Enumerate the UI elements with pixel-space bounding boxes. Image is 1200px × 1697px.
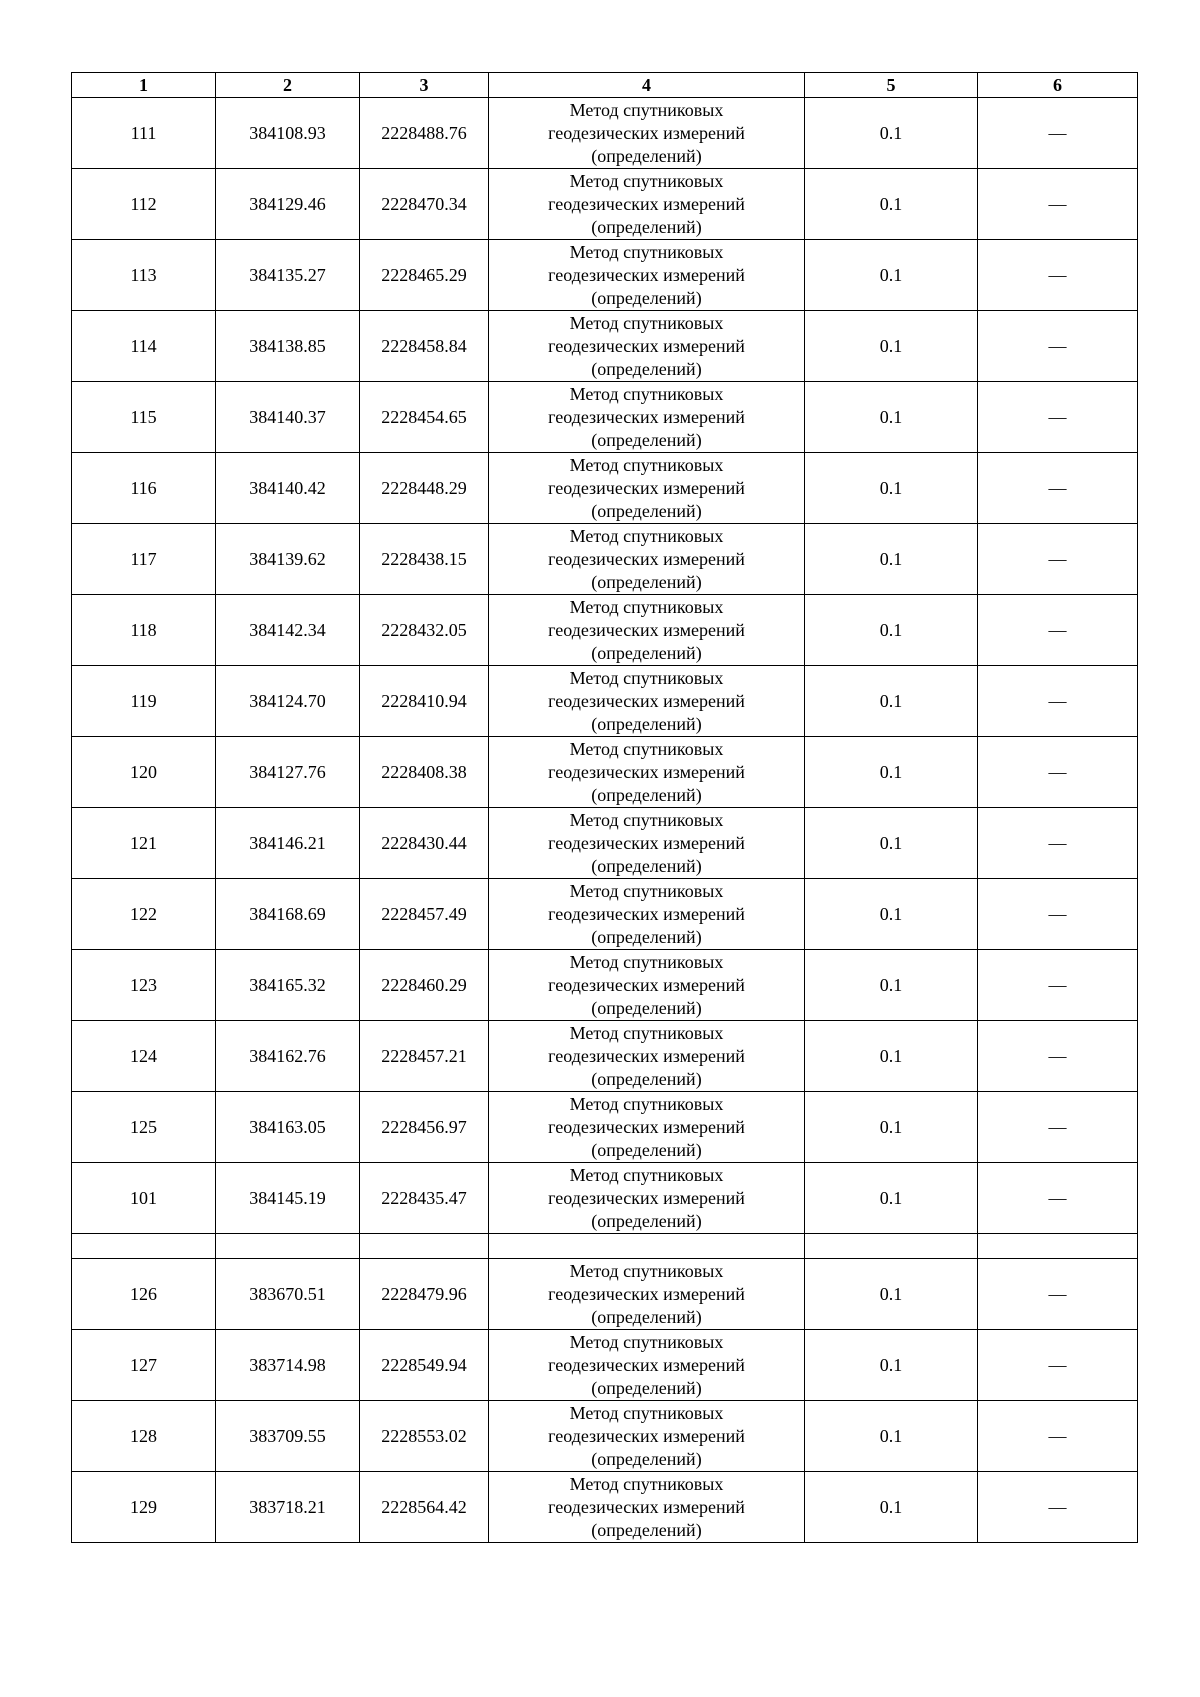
- point-number-cell: 117: [72, 524, 216, 595]
- method-line: Метод спутниковых: [569, 1331, 724, 1352]
- x-coordinate-cell: 384162.76: [216, 1021, 360, 1092]
- method-line: (определений): [591, 571, 702, 592]
- table-row: [72, 666, 1138, 737]
- method-line: геодезических измерений: [548, 1116, 745, 1137]
- header-row: [72, 73, 1138, 98]
- method-line: Метод спутниковых: [569, 596, 724, 617]
- table-row: [72, 1021, 1138, 1092]
- note-cell: —: [978, 1163, 1138, 1234]
- point-number-cell: 128: [72, 1401, 216, 1472]
- table-row: [72, 1330, 1138, 1401]
- point-number-cell: 127: [72, 1330, 216, 1401]
- method-line: (определений): [591, 997, 702, 1018]
- method-line: Метод спутниковых: [569, 99, 724, 120]
- point-number-cell: 116: [72, 453, 216, 524]
- table-row: [72, 382, 1138, 453]
- x-coordinate-cell: 383714.98: [216, 1330, 360, 1401]
- accuracy-cell: 0.1: [805, 1259, 978, 1330]
- method-line: геодезических измерений: [548, 335, 745, 356]
- note-cell: —: [978, 453, 1138, 524]
- method-line: (определений): [591, 1448, 702, 1469]
- point-number-cell: 112: [72, 169, 216, 240]
- accuracy-cell: 0.1: [805, 666, 978, 737]
- y-coordinate-cell: 2228430.44: [360, 808, 489, 879]
- method-line: (определений): [591, 358, 702, 379]
- method-line: (определений): [591, 429, 702, 450]
- method-cell: [489, 737, 805, 808]
- method-line: Метод спутниковых: [569, 454, 724, 475]
- header-col-2: 2: [216, 73, 360, 98]
- method-cell: [489, 1401, 805, 1472]
- point-number-cell: 101: [72, 1163, 216, 1234]
- y-coordinate-cell: 2228410.94: [360, 666, 489, 737]
- method-line: Метод спутниковых: [569, 1164, 724, 1185]
- note-cell: —: [978, 1021, 1138, 1092]
- method-cell: [489, 1163, 805, 1234]
- method-cell: [489, 1021, 805, 1092]
- table-row: [72, 1401, 1138, 1472]
- y-coordinate-cell: 2228435.47: [360, 1163, 489, 1234]
- method-line: геодезических измерений: [548, 903, 745, 924]
- method-cell: [489, 98, 805, 169]
- y-coordinate-cell: 2228470.34: [360, 169, 489, 240]
- point-number-cell: 122: [72, 879, 216, 950]
- accuracy-cell: 0.1: [805, 1092, 978, 1163]
- y-coordinate-cell: 2228457.49: [360, 879, 489, 950]
- x-coordinate-cell: 384165.32: [216, 950, 360, 1021]
- method-line: Метод спутниковых: [569, 1402, 724, 1423]
- point-number-cell: 121: [72, 808, 216, 879]
- point-number-cell: 118: [72, 595, 216, 666]
- table-row: [72, 1472, 1138, 1543]
- method-line: геодезических измерений: [548, 1354, 745, 1375]
- method-cell: [489, 382, 805, 453]
- y-coordinate-cell: 2228448.29: [360, 453, 489, 524]
- note-cell: —: [978, 1259, 1138, 1330]
- header-col-1: 1: [72, 73, 216, 98]
- table-row: [72, 1259, 1138, 1330]
- method-line: геодезических измерений: [548, 193, 745, 214]
- accuracy-cell: 0.1: [805, 524, 978, 595]
- x-coordinate-cell: 384135.27: [216, 240, 360, 311]
- y-coordinate-cell: 2228460.29: [360, 950, 489, 1021]
- method-cell: [489, 169, 805, 240]
- note-cell: —: [978, 1472, 1138, 1543]
- group-separator-row: [72, 1234, 1138, 1259]
- accuracy-cell: 0.1: [805, 1401, 978, 1472]
- accuracy-cell: 0.1: [805, 311, 978, 382]
- note-cell: —: [978, 1092, 1138, 1163]
- method-line: (определений): [591, 1139, 702, 1160]
- table-row: [72, 950, 1138, 1021]
- x-coordinate-cell: 384142.34: [216, 595, 360, 666]
- accuracy-cell: 0.1: [805, 1021, 978, 1092]
- x-coordinate-cell: 384139.62: [216, 524, 360, 595]
- accuracy-cell: 0.1: [805, 240, 978, 311]
- accuracy-cell: 0.1: [805, 453, 978, 524]
- table-row: [72, 595, 1138, 666]
- table-row: [72, 169, 1138, 240]
- method-line: Метод спутниковых: [569, 738, 724, 759]
- header-col-4: 4: [489, 73, 805, 98]
- note-cell: —: [978, 382, 1138, 453]
- accuracy-cell: 0.1: [805, 595, 978, 666]
- accuracy-cell: 0.1: [805, 98, 978, 169]
- y-coordinate-cell: 2228479.96: [360, 1259, 489, 1330]
- method-line: геодезических измерений: [548, 548, 745, 569]
- table-row: [72, 1163, 1138, 1234]
- method-line: (определений): [591, 1068, 702, 1089]
- table-row: [72, 1092, 1138, 1163]
- x-coordinate-cell: 383718.21: [216, 1472, 360, 1543]
- method-line: геодезических измерений: [548, 1283, 745, 1304]
- note-cell: —: [978, 666, 1138, 737]
- table-row: [72, 808, 1138, 879]
- point-number-cell: 111: [72, 98, 216, 169]
- empty-cell: [360, 1234, 489, 1259]
- note-cell: —: [978, 950, 1138, 1021]
- x-coordinate-cell: 384124.70: [216, 666, 360, 737]
- method-line: (определений): [591, 642, 702, 663]
- method-line: геодезических измерений: [548, 690, 745, 711]
- header-col-5: 5: [805, 73, 978, 98]
- y-coordinate-cell: 2228488.76: [360, 98, 489, 169]
- table-row: [72, 524, 1138, 595]
- method-line: геодезических измерений: [548, 122, 745, 143]
- empty-cell: [489, 1234, 805, 1259]
- point-number-cell: 119: [72, 666, 216, 737]
- y-coordinate-cell: 2228564.42: [360, 1472, 489, 1543]
- method-line: геодезических измерений: [548, 619, 745, 640]
- y-coordinate-cell: 2228549.94: [360, 1330, 489, 1401]
- method-line: Метод спутниковых: [569, 1260, 724, 1281]
- header-col-6: 6: [978, 73, 1138, 98]
- x-coordinate-cell: 384108.93: [216, 98, 360, 169]
- accuracy-cell: 0.1: [805, 879, 978, 950]
- y-coordinate-cell: 2228553.02: [360, 1401, 489, 1472]
- point-number-cell: 120: [72, 737, 216, 808]
- y-coordinate-cell: 2228465.29: [360, 240, 489, 311]
- accuracy-cell: 0.1: [805, 737, 978, 808]
- method-line: геодезических измерений: [548, 1425, 745, 1446]
- empty-cell: [72, 1234, 216, 1259]
- method-cell: [489, 808, 805, 879]
- point-number-cell: 115: [72, 382, 216, 453]
- point-number-cell: 114: [72, 311, 216, 382]
- method-line: Метод спутниковых: [569, 1473, 724, 1494]
- method-cell: [489, 1330, 805, 1401]
- method-line: Метод спутниковых: [569, 241, 724, 262]
- note-cell: —: [978, 524, 1138, 595]
- method-line: Метод спутниковых: [569, 383, 724, 404]
- table-row: [72, 311, 1138, 382]
- point-number-cell: 124: [72, 1021, 216, 1092]
- y-coordinate-cell: 2228457.21: [360, 1021, 489, 1092]
- point-number-cell: 126: [72, 1259, 216, 1330]
- y-coordinate-cell: 2228454.65: [360, 382, 489, 453]
- point-number-cell: 123: [72, 950, 216, 1021]
- note-cell: —: [978, 98, 1138, 169]
- point-number-cell: 113: [72, 240, 216, 311]
- x-coordinate-cell: 384129.46: [216, 169, 360, 240]
- accuracy-cell: 0.1: [805, 950, 978, 1021]
- method-cell: [489, 595, 805, 666]
- method-line: Метод спутниковых: [569, 809, 724, 830]
- method-line: (определений): [591, 713, 702, 734]
- accuracy-cell: 0.1: [805, 169, 978, 240]
- x-coordinate-cell: 384127.76: [216, 737, 360, 808]
- point-number-cell: 129: [72, 1472, 216, 1543]
- header-col-3: 3: [360, 73, 489, 98]
- method-line: (определений): [591, 216, 702, 237]
- method-cell: [489, 524, 805, 595]
- method-cell: [489, 1092, 805, 1163]
- x-coordinate-cell: 384168.69: [216, 879, 360, 950]
- note-cell: —: [978, 1401, 1138, 1472]
- method-cell: [489, 311, 805, 382]
- method-line: (определений): [591, 784, 702, 805]
- method-line: геодезических измерений: [548, 974, 745, 995]
- method-line: геодезических измерений: [548, 1187, 745, 1208]
- method-line: геодезических измерений: [548, 1045, 745, 1066]
- method-line: геодезических измерений: [548, 761, 745, 782]
- point-number-cell: 125: [72, 1092, 216, 1163]
- method-cell: [489, 879, 805, 950]
- method-line: (определений): [591, 926, 702, 947]
- y-coordinate-cell: 2228408.38: [360, 737, 489, 808]
- table-row: [72, 879, 1138, 950]
- y-coordinate-cell: 2228438.15: [360, 524, 489, 595]
- method-line: (определений): [591, 145, 702, 166]
- table-header: [72, 73, 1138, 98]
- table-row: [72, 737, 1138, 808]
- note-cell: —: [978, 240, 1138, 311]
- accuracy-cell: 0.1: [805, 1330, 978, 1401]
- x-coordinate-cell: 384140.37: [216, 382, 360, 453]
- table-row: [72, 240, 1138, 311]
- table-row: [72, 453, 1138, 524]
- note-cell: —: [978, 1330, 1138, 1401]
- accuracy-cell: 0.1: [805, 808, 978, 879]
- method-line: (определений): [591, 855, 702, 876]
- method-line: геодезических измерений: [548, 264, 745, 285]
- note-cell: —: [978, 169, 1138, 240]
- method-line: (определений): [591, 1377, 702, 1398]
- x-coordinate-cell: 384146.21: [216, 808, 360, 879]
- method-line: (определений): [591, 1519, 702, 1540]
- note-cell: —: [978, 879, 1138, 950]
- empty-cell: [805, 1234, 978, 1259]
- table-row: [72, 98, 1138, 169]
- method-line: Метод спутниковых: [569, 880, 724, 901]
- x-coordinate-cell: 384145.19: [216, 1163, 360, 1234]
- method-cell: [489, 950, 805, 1021]
- accuracy-cell: 0.1: [805, 382, 978, 453]
- empty-cell: [216, 1234, 360, 1259]
- method-cell: [489, 240, 805, 311]
- method-line: (определений): [591, 1210, 702, 1231]
- x-coordinate-cell: 384163.05: [216, 1092, 360, 1163]
- method-cell: [489, 453, 805, 524]
- method-line: (определений): [591, 1306, 702, 1327]
- method-line: геодезических измерений: [548, 477, 745, 498]
- accuracy-cell: 0.1: [805, 1472, 978, 1543]
- method-line: Метод спутниковых: [569, 525, 724, 546]
- method-line: геодезических измерений: [548, 1496, 745, 1517]
- coordinates-table: [71, 72, 1138, 1543]
- method-line: (определений): [591, 500, 702, 521]
- accuracy-cell: 0.1: [805, 1163, 978, 1234]
- method-line: Метод спутниковых: [569, 1093, 724, 1114]
- note-cell: —: [978, 595, 1138, 666]
- method-cell: [489, 666, 805, 737]
- note-cell: —: [978, 311, 1138, 382]
- note-cell: —: [978, 808, 1138, 879]
- x-coordinate-cell: 383670.51: [216, 1259, 360, 1330]
- y-coordinate-cell: 2228458.84: [360, 311, 489, 382]
- x-coordinate-cell: 384140.42: [216, 453, 360, 524]
- note-cell: —: [978, 737, 1138, 808]
- y-coordinate-cell: 2228456.97: [360, 1092, 489, 1163]
- method-line: (определений): [591, 287, 702, 308]
- method-line: Метод спутниковых: [569, 951, 724, 972]
- method-line: Метод спутниковых: [569, 1022, 724, 1043]
- method-line: геодезических измерений: [548, 832, 745, 853]
- method-line: Метод спутниковых: [569, 312, 724, 333]
- y-coordinate-cell: 2228432.05: [360, 595, 489, 666]
- x-coordinate-cell: 384138.85: [216, 311, 360, 382]
- method-line: Метод спутниковых: [569, 667, 724, 688]
- method-line: геодезических измерений: [548, 406, 745, 427]
- empty-cell: [978, 1234, 1138, 1259]
- method-cell: [489, 1472, 805, 1543]
- method-line: Метод спутниковых: [569, 170, 724, 191]
- method-cell: [489, 1259, 805, 1330]
- x-coordinate-cell: 383709.55: [216, 1401, 360, 1472]
- table-body: [72, 98, 1138, 1543]
